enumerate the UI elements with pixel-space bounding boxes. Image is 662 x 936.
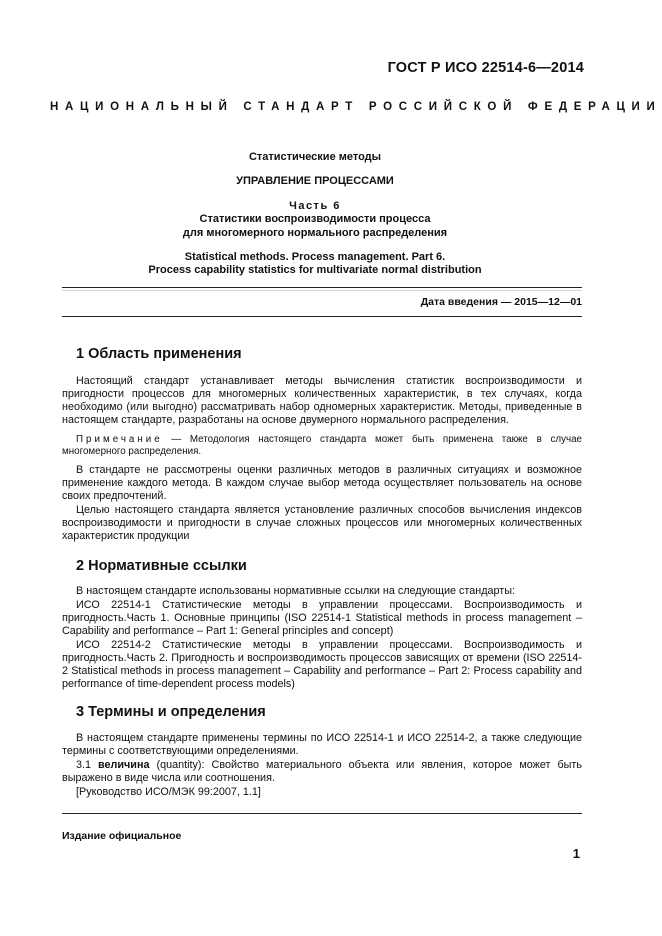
section-1-note [62, 434, 582, 458]
note-text: — Методология настоящего стандарта может быть применена также в случае многомерного распределения. [62, 434, 582, 457]
section-2-reference-2: ИСО 22514-2 Статистические методы в управлении процессами. Воспроизводимость и пригодность.Часть 2. Пригодность и воспроизводимость процессов зависящих от времени (ISO 22514-2 Statistical methods in process management – Capability and performance – Part 2: Process capability and performance of time-dependent process models) [62, 639, 582, 690]
title-english-1: Statistical methods. Process management. Part 6. [184, 251, 446, 263]
date-divider [62, 316, 582, 317]
section-2-heading: 2 Нормативные ссылки [76, 558, 247, 574]
title-part: Часть 6 [289, 200, 341, 212]
page-number: 1 [572, 846, 580, 861]
section-2-paragraph-1: В настоящем стандарте использованы нормативные ссылки на следующие стандарты: [76, 585, 515, 597]
footer-divider [62, 813, 582, 814]
national-standard-banner: НАЦИОНАЛЬНЫЙ СТАНДАРТ РОССИЙСКОЙ ФЕДЕРАЦИИ [50, 101, 662, 113]
term-name: величина [98, 759, 150, 771]
section-3-paragraph-1: В настоящем стандарте применены термины по ИСО 22514-1 и ИСО 22514-2, а также следующие термины с соответствующими определениями. [62, 732, 582, 757]
title-line-1: Статистические методы [248, 151, 382, 163]
section-1-paragraph-3: Целью настоящего стандарта является установление различных способов вычисления индексов воспроизводимости и пригодности в случае сложных процессов или многомерных количественных характеристик продукции [62, 504, 582, 542]
title-divider-shadow [62, 290, 582, 291]
section-1-paragraph-1: Настоящий стандарт устанавливает методы вычисления статистик воспроизводимости и пригодности процессов для многомерных количественных характеристик, в тех случаях, когда необходимо (или выгодно) рассматривать набор одномерных характеристик. Методы, приведенные в настоящем стандарте, разработаны на основе двумерного нормального распределения. [62, 375, 582, 426]
title-subtitle-1: Статистики воспроизводимости процесса [199, 213, 431, 225]
note-label: Примечание [76, 434, 163, 445]
title-english-2: Process capability statistics for multivariate normal distribution [148, 264, 482, 276]
term-number: 3.1 [76, 759, 99, 771]
section-3-source-reference: [Руководство ИСО/МЭК 99:2007, 1.1] [76, 786, 261, 798]
section-1-heading: 1 Область применения [76, 346, 242, 362]
term-text: (quantity): Свойство материального объекта или явления, которое может быть выражено в виде числа или соотношения. [62, 759, 582, 784]
section-1-paragraph-2: В стандарте не рассмотрены оценки различных методов в различных ситуациях и возможное применение каждого метода. В каждом случае выбор метода осуществляет пользователь на основе своих предпочтений. [62, 464, 582, 502]
title-subtitle-2: для многомерного нормального распределения [182, 227, 448, 239]
title-line-2: УПРАВЛЕНИЕ ПРОЦЕССАМИ [236, 175, 394, 187]
official-edition-label: Издание официальное [62, 830, 182, 842]
introduction-date: Дата введения — 2015—12—01 [420, 296, 582, 308]
section-3-term-definition [62, 759, 582, 785]
title-divider [62, 287, 582, 288]
section-3-heading: 3 Термины и определения [76, 704, 266, 720]
section-2-reference-1: ИСО 22514-1 Статистические методы в управлении процессами. Воспроизводимость и пригодность.Часть 1. Основные принципы (ISO 22514-1 Statistical methods in process management – Capability and performance – Part 1: General principles and concept) [62, 599, 582, 637]
document-code: ГОСТ Р ИСО 22514-6—2014 [387, 60, 584, 76]
